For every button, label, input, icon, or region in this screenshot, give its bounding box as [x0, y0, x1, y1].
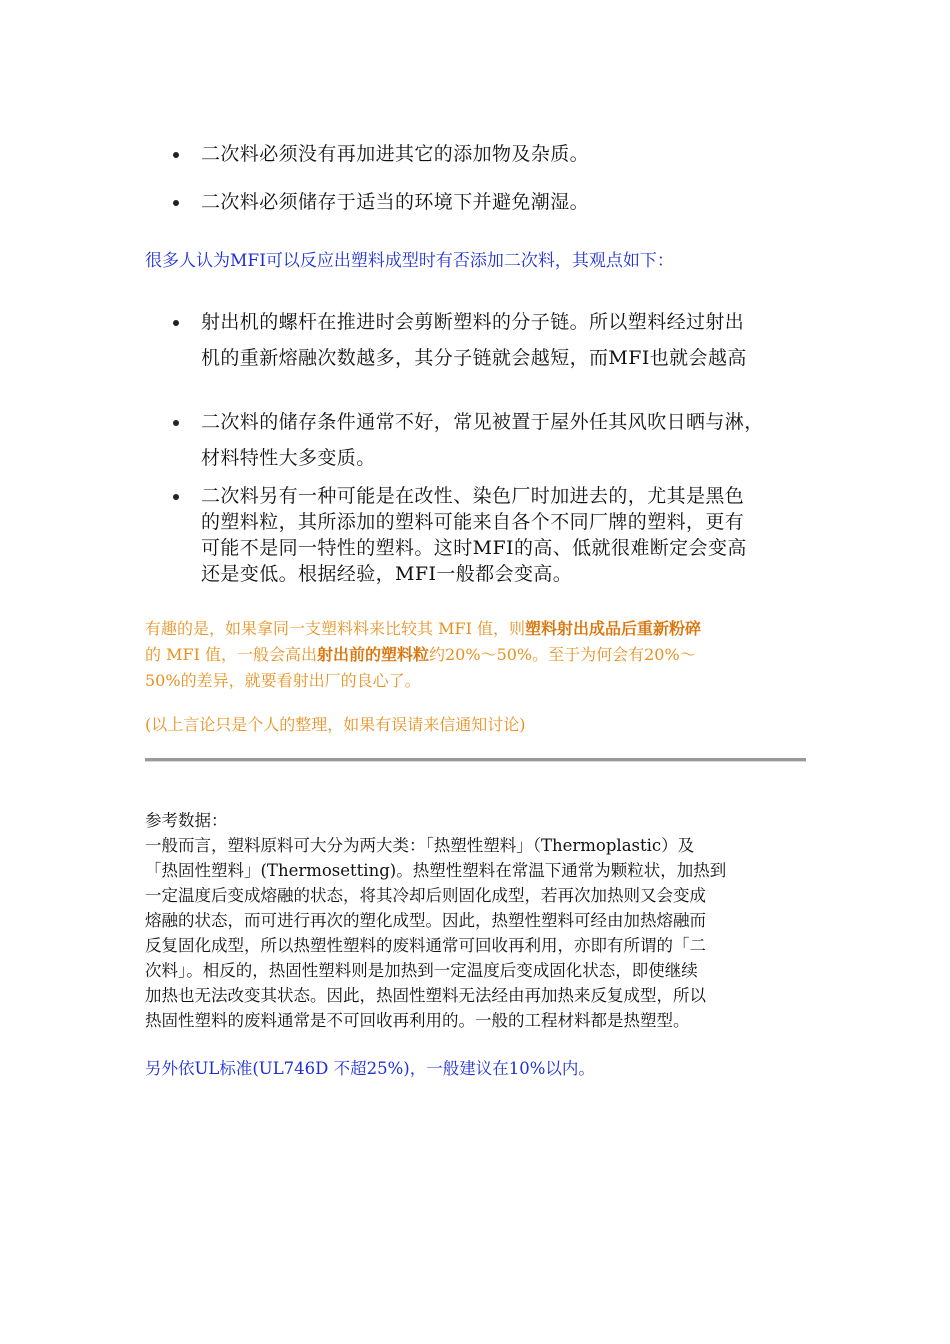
horizontal-divider [145, 758, 806, 762]
bullet-dot [173, 420, 179, 426]
list-item-text: 二次料另有一种可能是在改性、染色厂时加进去的，尤其是黑色 的塑料粒，其所添加的塑料可能来自各个不同厂牌的塑料，更有 可能不是同一特性的塑料。这时MFI的高、低就很难断定会变高 还是变低。根据经验，MFI一般都会变高。 [201, 485, 747, 585]
note-emphasis: 射出前的塑料粒 [316, 645, 429, 664]
bullet-dot [173, 320, 179, 326]
note-text: 约20%～50%。至于为何会有20%～ 50%的差异，就要看射出厂的良心了。 [145, 645, 696, 690]
bullet-dot [173, 494, 179, 500]
reference-body: 一般而言，塑料原料可大分为两大类：「热塑性塑料」（Thermoplastic）及 「热固性塑料」(Thermosetting)。热塑性塑料在常温下通常为颗粒状，加热到 一定温度后变成熔融的状态，将其冷却后则固化成型，若再次加热则又会变成 熔融的状态，而可进行再次的塑化成型。因此，热塑性塑料可经由加热熔融而 反复固化成型，所以热塑性塑料的废料通常可回收再利用，亦即有所谓的「二 次料」。相反的，热固性塑料则是加热到一定温度后变成固化状态，即使继续 加热也无法改变其状态。因此，热固性塑料无法经由再加热来反复成型，所以 热固性塑料的废料通常是不可回收再利用的。一般的工程材料都是热塑型。 [145, 836, 727, 1030]
bullet-dot [173, 200, 179, 206]
note-text: 的 MFI 值，一般会高出 [145, 645, 317, 664]
note-emphasis: 塑料射出成品后重新粉碎 [524, 619, 701, 638]
intro-paragraph: 很多人认为MFI可以反应出塑料成型时有否添加二次料，其观点如下： [145, 251, 674, 271]
list-item-text: 二次料的储存条件通常不好，常见被置于屋外任其风吹日晒与淋， 材料特性大多变质。 [201, 411, 764, 469]
list-item-text: 射出机的螺杆在推进时会剪断塑料的分子链。所以塑料经过射出 机的重新熔融次数越多，其分子链就会越短，而MFI也就会越高 [201, 311, 747, 369]
orange-note [145, 616, 825, 694]
list-item-text: 二次料必须没有再加进其它的添加物及杂质。 [201, 143, 590, 165]
footer-note: 另外依UL标准(UL746D 不超25%)，一般建议在10%以内。 [145, 1059, 595, 1078]
list-item-text: 二次料必须储存于适当的环境下并避免潮湿。 [201, 191, 590, 213]
disclaimer: (以上言论只是个人的整理，如果有误请来信通知讨论) [145, 715, 526, 734]
note-text: 有趣的是，如果拿同一支塑料料来比较其 MFI 值，则 [145, 619, 525, 638]
reference-heading: 参考数据： [145, 811, 228, 830]
bullet-dot [173, 152, 179, 158]
